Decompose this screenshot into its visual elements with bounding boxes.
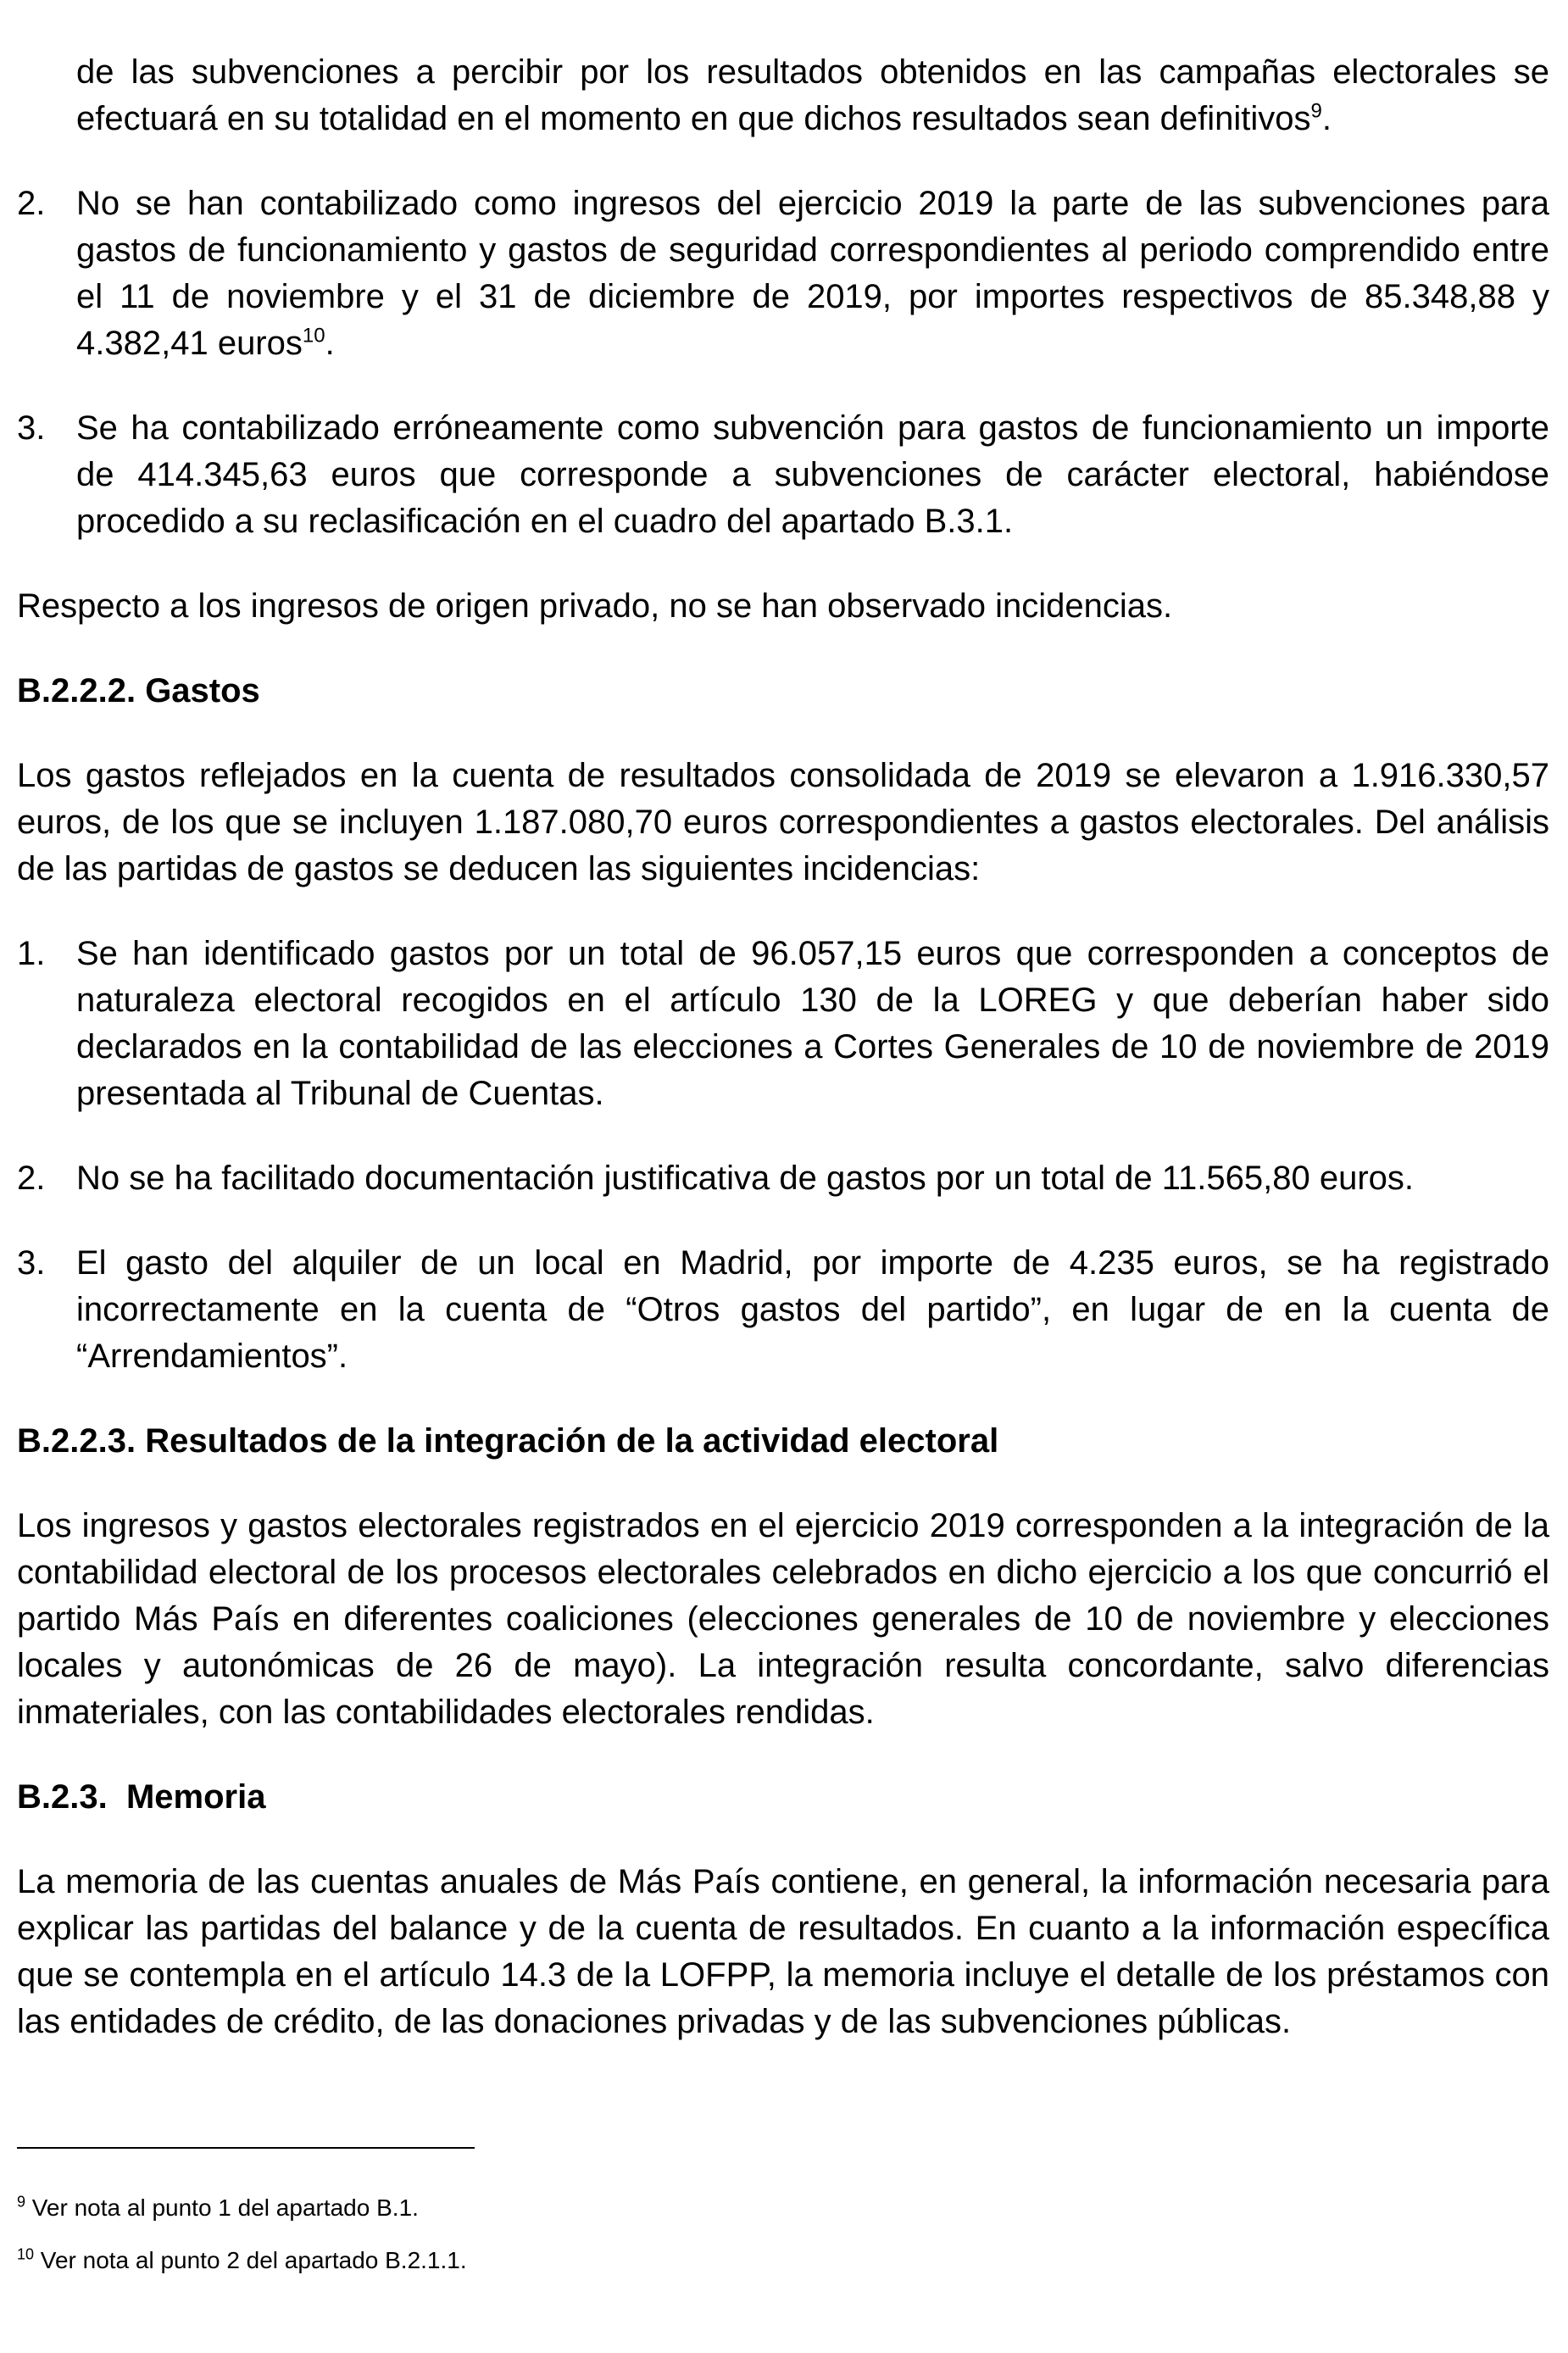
list-item: [17, 1240, 1549, 1380]
list-item-number: 1.: [17, 935, 46, 972]
list-item-number: 2.: [17, 185, 46, 222]
list-item: [17, 931, 1549, 1117]
list-item-number: 3.: [17, 409, 46, 447]
list-item: [17, 1155, 1549, 1202]
private-income-paragraph: Respecto a los ingresos de origen privado, no se han observado incidencias.: [17, 587, 1173, 625]
footnote-10: [17, 2245, 1549, 2276]
list-item-text: No se han contabilizado como ingresos del ejercicio 2019 la parte de las subvenciones para gastos de funcionamiento y gastos de seguridad correspondientes al periodo comprendido entre el 11 de noviembre y el 31 de diciembre de 2019, por importes respectivos de 85.348,88 y 4.382,41 euros: [76, 185, 1549, 362]
list-item-text: No se ha facilitado documentación justificativa de gastos por un total de 11.565,80 euros.: [76, 1160, 1415, 1197]
section-heading-integracion: B.2.2.3. Resultados de la integración de la actividad electoral: [17, 1422, 999, 1460]
intro-paragraph: de las subvenciones a percibir por los resultados obtenidos en las campañas electorales se efectuará en su totalidad en el momento en que dichos resultados sean definitivos$^9$.: [76, 53, 1549, 137]
list-item-number: 3.: [17, 1244, 46, 1282]
footnotes: [17, 2193, 1549, 2298]
footnote-9: [17, 2193, 1549, 2223]
section-heading-gastos: B.2.2.2. Gastos: [17, 672, 260, 709]
list-item-text: Se ha contabilizado erróneamente como subvención para gastos de funcionamiento un importe de 414.345,63 euros que corresponde a subvenciones de carácter electoral, habiéndose procedido a su reclasificación en el cuadro del apartado B.3.1.: [76, 409, 1549, 540]
footnote-text: Ver nota al punto 1 del apartado B.1.: [25, 2194, 419, 2221]
list-item-text: Se han identificado gastos por un total de 96.057,15 euros que corresponden a conceptos de naturaleza electoral recogidos en el artículo 130 de la LOREG y que deberían haber sido declarados en la contabilidad de las elecciones a Cortes Generales de 10 de noviembre de 2019 presentada al Tribunal de Cuentas.: [76, 935, 1549, 1112]
footnote-number: 10: [17, 2245, 35, 2263]
memoria-paragraph: La memoria de las cuentas anuales de Más País contiene, en general, la información necesaria para explicar las partidas del balance y de la cuenta de resultados. En cuanto a la información específica que se contempla en el artículo 14.3 de la LOFPP, la memoria incluye el detalle de los préstamos con las entidades de crédito, de las donaciones privadas y de las subvenciones públicas.: [17, 1863, 1549, 2040]
list-item-text: El gasto del alquiler de un local en Madrid, por importe de 4.235 euros, se ha registrado incorrectamente en la cuenta de “Otros gastos del partido”, en lugar de en la cuenta de “Arrendamientos”.: [76, 1244, 1549, 1375]
list-item: 2. No se han contabilizado como ingresos del ejercicio 2019 la parte de las subvenciones para gastos de funcionamiento y gastos de seguridad correspondientes al periodo comprendido entre el 11 de noviembre y el 31 de diciembre de 2019, por importes respectivos de 85.348,88 y 4.382,41 euros$^{10}$.: [17, 181, 1549, 367]
document-page: [17, 49, 1549, 2083]
list-item: [17, 405, 1549, 545]
section-heading-memoria: B.2.3. Memoria: [17, 1778, 266, 1816]
footnote-ref-10[interactable]: 10: [302, 324, 325, 348]
footnote-divider: [17, 2147, 475, 2149]
footnote-ref-9[interactable]: 9: [1310, 99, 1322, 123]
gastos-intro-paragraph: Los gastos reflejados en la cuenta de resultados consolidada de 2019 se elevaron a 1.916.330,57 euros, de los que se incluyen 1.187.080,70 euros correspondientes a gastos electorales. Del análisis de las partidas de gastos se deducen las siguientes incidencias:: [17, 757, 1549, 887]
integracion-paragraph: Los ingresos y gastos electorales registrados en el ejercicio 2019 corresponden a la integración de la contabilidad electoral de los procesos electorales celebrados en dicho ejercicio a los que concurrió el partido Más País en diferentes coaliciones (elecciones generales de 10 de noviembre y elecciones locales y autonómicas de 26 de mayo). La integración resulta concordante, salvo diferencias inmateriales, con las contabilidades electorales rendidas.: [17, 1507, 1549, 1731]
list-item-number: 2.: [17, 1160, 46, 1197]
footnote-text: Ver nota al punto 2 del apartado B.2.1.1.: [34, 2247, 467, 2273]
footnote-number: 9: [17, 2193, 26, 2211]
